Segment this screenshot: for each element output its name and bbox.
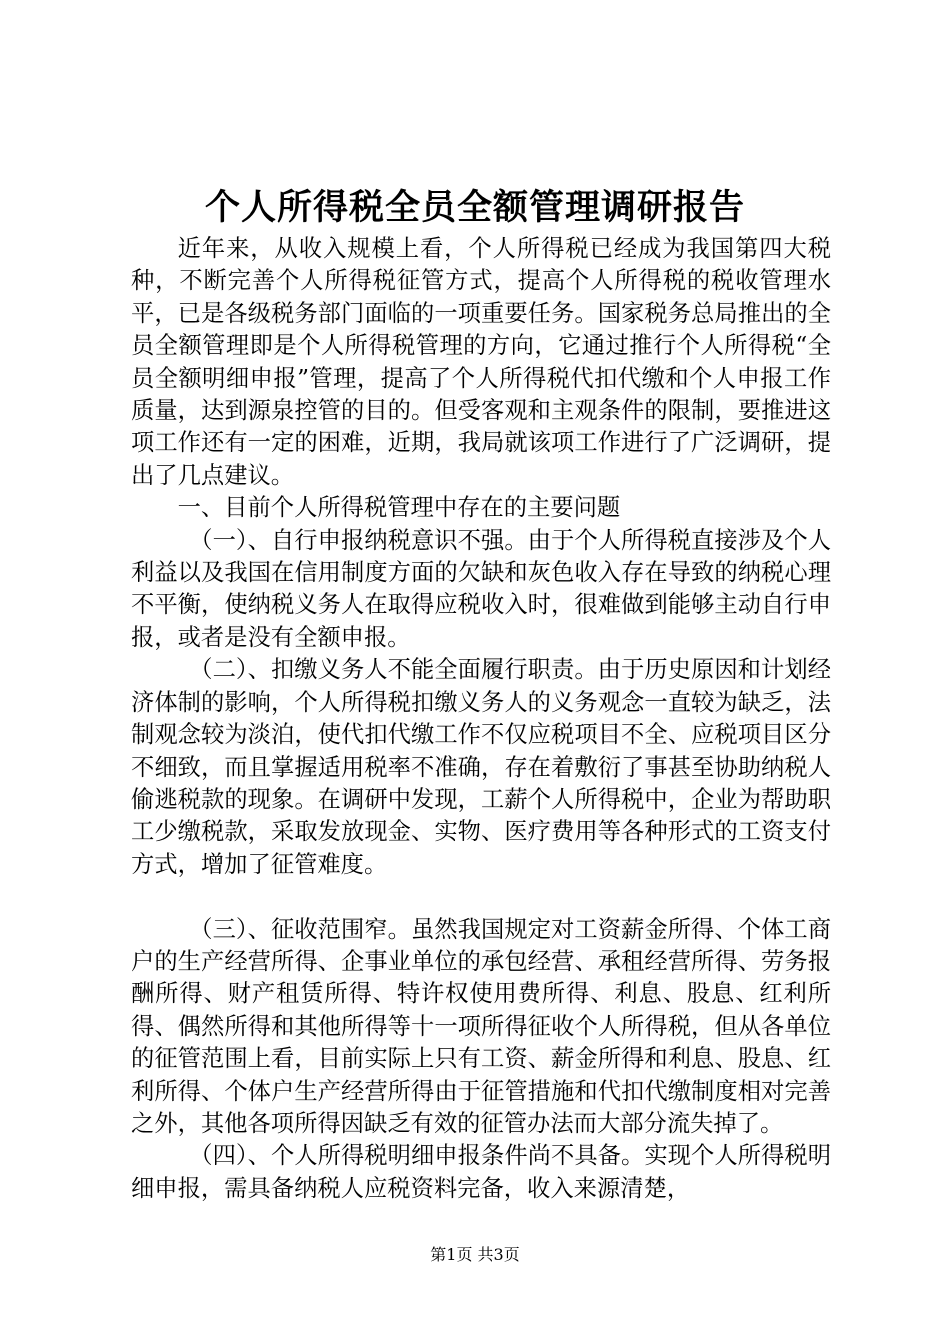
paragraph-spacer xyxy=(131,881,831,913)
intro-paragraph: 近年来，从收入规模上看，个人所得税已经成为我国第四大税种，不断完善个人所得税征管方式，提高个人所得税的税收管理水平，已是各级税务部门面临的一项重要任务。国家税务总局推出的全员全额管理即是个人所得税管理的方向，它通过推行个人所得税“全员全额明细申报”管理，提高了个人所得税代扣代缴和个人申报工作质量，达到源泉控管的目的。但受客观和主观条件的限制，要推进这项工作还有一定的困难，近期，我局就该项工作进行了广泛调研，提出了几点建议。 xyxy=(131,235,831,489)
issue-paragraph-3: （三）、征收范围窄。虽然我国规定对工资薪金所得、个体工商户的生产经营所得、企事业单位的承包经营、承租经营所得、劳务报酬所得、财产租赁所得、特许权使用费所得、利息、股息、红利所得、偶然所得和其他所得等十一项所得征收个人所得税，但从各单位的征管范围上看，目前实际上只有工资、薪金所得和利息、股息、红利所得、个体户生产经营所得由于征管措施和代扣代缴制度相对完善之外，其他各项所得因缺乏有效的征管办法而大部分流失掉了。 xyxy=(131,915,831,1137)
document-body xyxy=(131,233,831,1205)
issue-paragraph-2: （二）、扣缴义务人不能全面履行职责。由于历史原因和计划经济体制的影响，个人所得税扣缴义务人的义务观念一直较为缺乏，法制观念较为淡泊，使代扣代缴工作不仅应税项目不全、应税项目区分不细致，而且掌握适用税率不准确，存在着敷衍了事甚至协助纳税人偷逃税款的现象。在调研中发现，工薪个人所得税中，企业为帮助职工少缴税款，采取发放现金、实物、医疗费用等各种形式的工资支付方式，增加了征管难度。 xyxy=(131,656,831,878)
issue-paragraph-4: （四）、个人所得税明细申报条件尚不具备。实现个人所得税明细申报，需具备纳税人应税资料完备，收入来源清楚， xyxy=(131,1142,831,1202)
document-title: 个人所得税全员全额管理调研报告 xyxy=(204,187,745,228)
page-footer: 第1页 共3页 xyxy=(430,1245,520,1264)
issue-paragraph-1: （一）、自行申报纳税意识不强。由于个人所得税直接涉及个人利益以及我国在信用制度方面的欠缺和灰色收入存在导致的纳税心理不平衡，使纳税义务人在取得应税收入时，很难做到能够主动自行申报，或者是没有全额申报。 xyxy=(131,526,831,651)
section-heading: 一、目前个人所得税管理中存在的主要问题 xyxy=(177,494,621,522)
